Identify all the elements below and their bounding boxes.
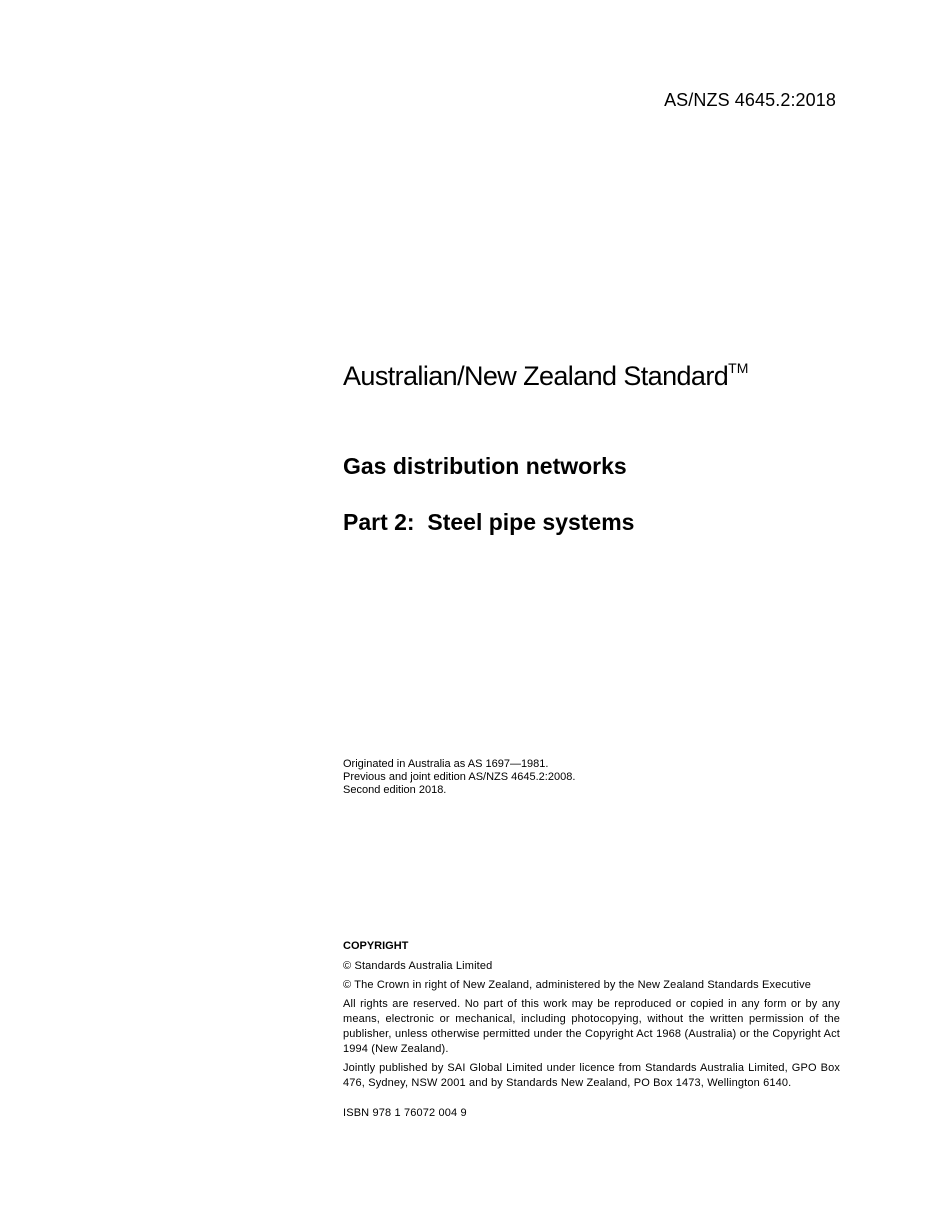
standard-type-heading bbox=[343, 360, 840, 392]
copyright-holder-new-zealand: © The Crown in right of New Zealand, administered by the New Zealand Standards Executive bbox=[343, 979, 812, 991]
document-title: Gas distribution networks bbox=[343, 453, 627, 479]
history-line-origin: Originated in Australia as AS 1697—1981. bbox=[343, 758, 549, 770]
copyright-heading: COPYRIGHT bbox=[343, 940, 409, 952]
standard-designation: AS/NZS 4645.2:2018 bbox=[664, 90, 836, 110]
copyright-holder-australia: © Standards Australia Limited bbox=[343, 960, 493, 972]
edition-history bbox=[343, 758, 840, 797]
trademark-symbol: TM bbox=[728, 360, 749, 376]
standard-type-text: Australian/New Zealand Standard bbox=[343, 361, 729, 391]
isbn: ISBN 978 1 76072 004 9 bbox=[343, 1107, 467, 1119]
copyright-section bbox=[343, 939, 840, 1121]
rights-reserved-paragraph: All rights are reserved. No part of this work may be reproduced or copied in any form or by any means, electronic or mechanical, including photocopying, without the written permission of the publisher, unless otherwise permitted under the Copyright Act 1968 (Australia) or the Copyright Act 1994 (New Zealand). bbox=[343, 998, 840, 1055]
part-title: Part 2: Steel pipe systems bbox=[343, 509, 635, 535]
history-line-previous: Previous and joint edition AS/NZS 4645.2:2008. bbox=[343, 771, 576, 783]
publisher-paragraph: Jointly published by SAI Global Limited under licence from Standards Australia Limited, GPO Box 476, Sydney, NSW 2001 and by Standards New Zealand, PO Box 1473, Wellington 6140. bbox=[343, 1062, 840, 1089]
history-line-edition: Second edition 2018. bbox=[343, 784, 447, 796]
